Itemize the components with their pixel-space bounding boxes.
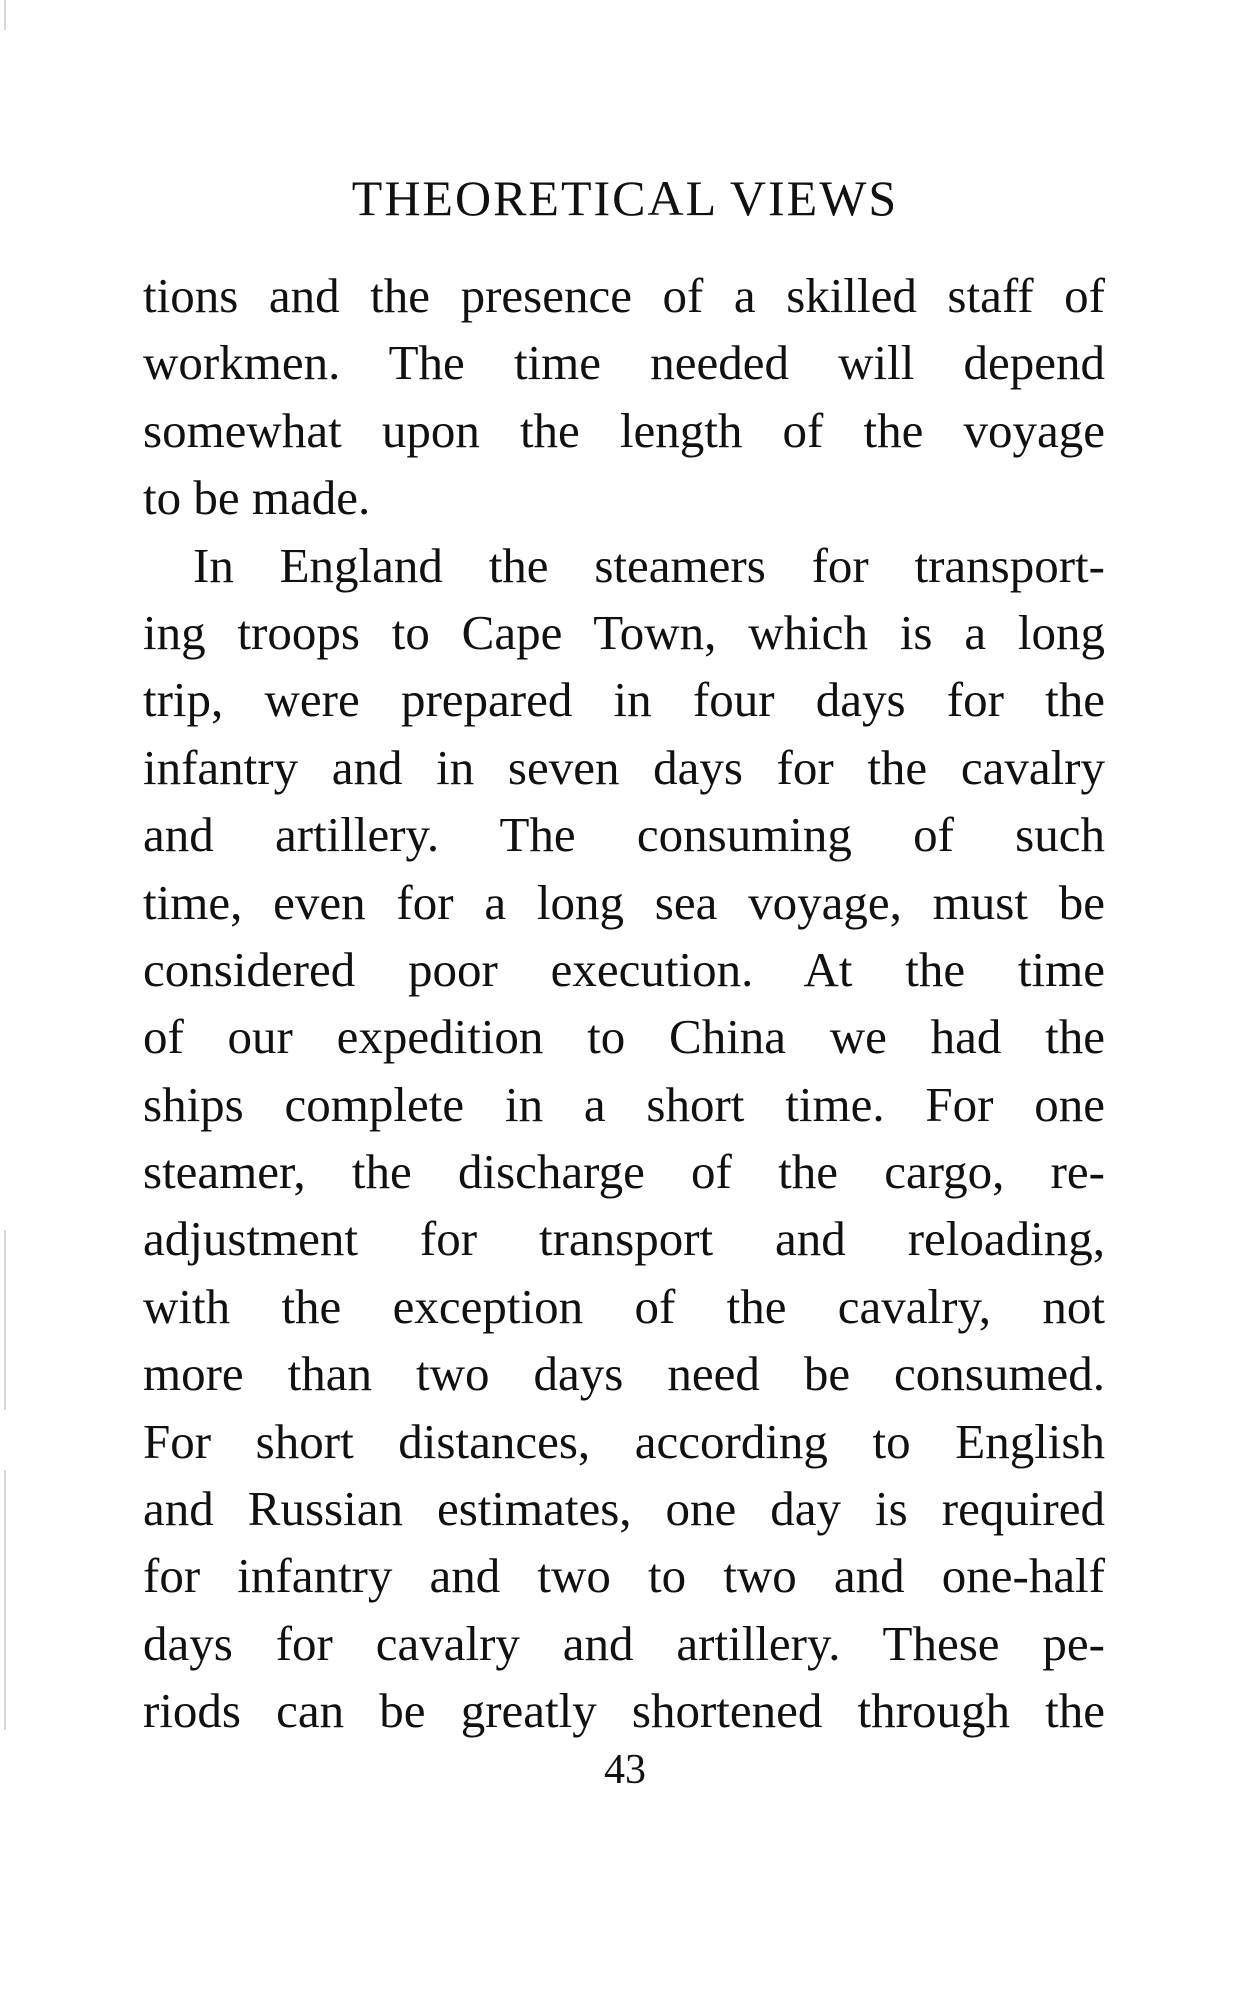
body-text [143,262,1105,1745]
text-line: trip, were prepared in four days for the [143,672,1105,728]
page-number: 43 [604,1747,646,1793]
text-line: and Russian estimates, one day is required [143,1481,1105,1537]
text-line: time, even for a long sea voyage, must be [143,874,1105,930]
running-head: THEORETICAL VIEWS [351,170,899,226]
text-line: and artillery. The consuming of such [143,807,1105,863]
text-line: infantry and in seven days for the cavalry [143,739,1105,795]
text-line: In England the steamers for transport- [193,537,1105,593]
text-line: more than two days need be consumed. [143,1346,1105,1402]
scan-edge-mark [4,1470,6,1730]
text-line: considered poor execution. At the time [143,941,1105,997]
text-line: somewhat upon the length of the voyage [143,402,1105,458]
text-line: to be made. [143,470,371,526]
text-line: of our expedition to China we had the [143,1009,1105,1065]
text-line: adjustment for transport and reloading, [143,1211,1105,1267]
scan-edge-mark [4,0,6,30]
text-line: ing troops to Cape Town, which is a long [143,604,1105,660]
text-line: workmen. The time needed will depend [143,335,1105,391]
text-line: ships complete in a short time. For one [143,1076,1105,1132]
text-line: riods can be greatly shortened through the [143,1683,1105,1739]
text-line: days for cavalry and artillery. These pe- [143,1615,1105,1671]
text-line: For short distances, according to English [143,1413,1105,1469]
text-line: for infantry and two to two and one-half [143,1548,1105,1604]
text-line: tions and the presence of a skilled staff of [143,268,1105,323]
scan-edge-mark [4,1230,6,1410]
text-line: steamer, the discharge of the cargo, re- [143,1144,1105,1200]
text-line: with the exception of the cavalry, not [143,1278,1105,1334]
